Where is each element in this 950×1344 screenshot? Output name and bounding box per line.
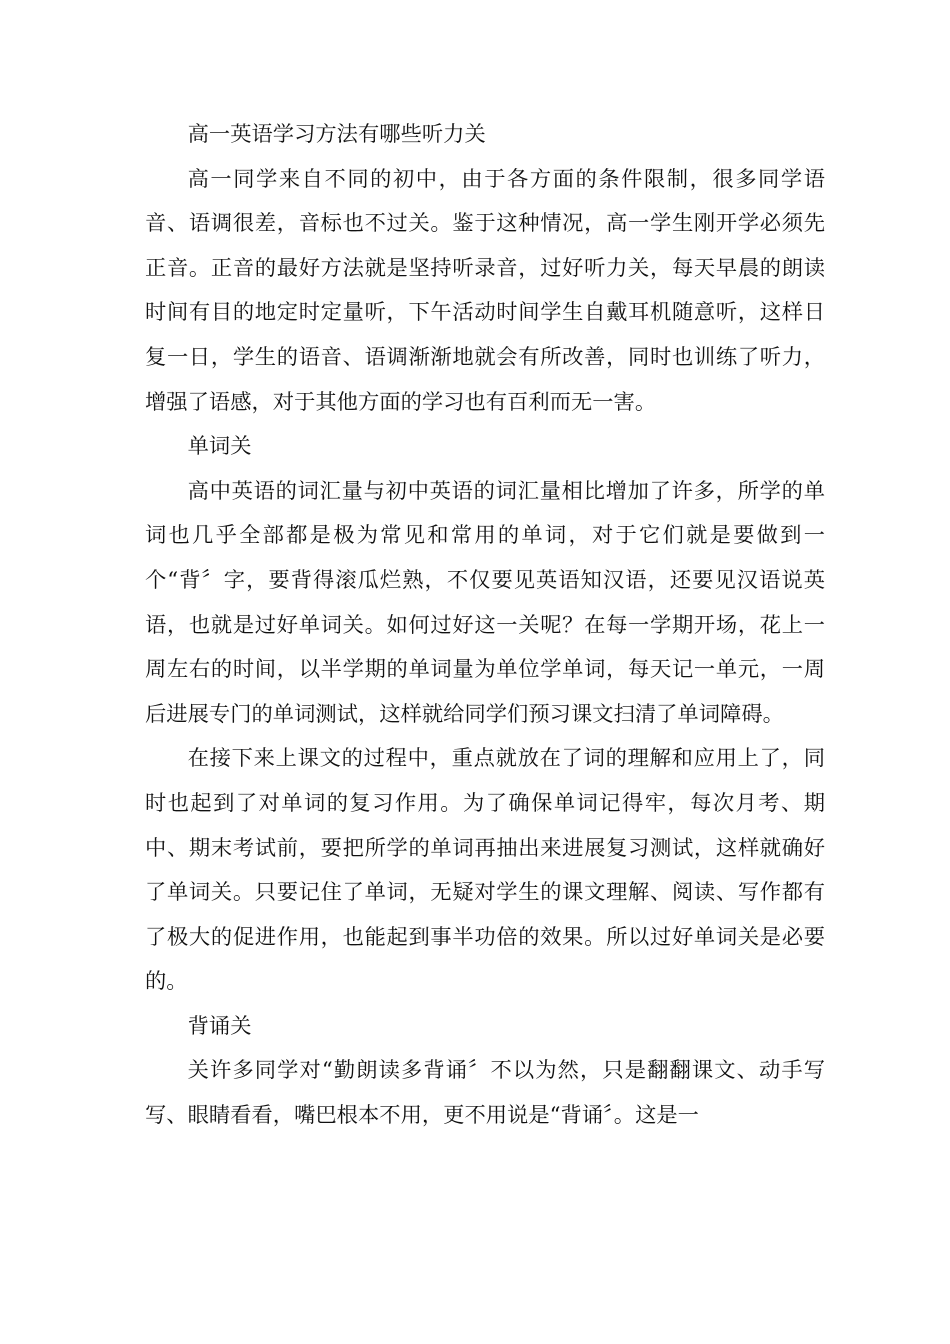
document-heading: 高一英语学习方法有哪些听力关 [187, 122, 486, 147]
paragraph-listening-intro: 高一同学来自不同的初中，由于各方面的条件限制，很多同学语音、语调很差，音标也不过关。鉴于这种情况，高一学生刚开学必须先正音。正音的最好方法就是坚持听录音，过好听力关，每天早晨的朗读时间有目的地定时定量听，下午活动时间学生自戴耳机随意听，这样日复一日，学生的语音、语调渐渐地就会有所改善，同时也训练了听力，增强了语感，对于其他方面的学习也有百利而无一害。 [145, 166, 825, 415]
paragraph-recitation: 关许多同学对“勤朗读多背诵〞不以为然，只是翻翻课文、动手写写、眼睛看看，嘴巴根本不用，更不用说是“背诵〞。这是一 [145, 1058, 825, 1129]
paragraph-vocabulary-1: 高中英语的词汇量与初中英语的词汇量相比增加了许多，所学的单词也几乎全部都是极为常见和常用的单词，对于它们就是要做到一个“背〞字，要背得滚瓜烂熟，不仅要见英语知汉语，还要见汉语说英语，也就是过好单词关。如何过好这一关呢？在每一学期开场，花上一周左右的时间，以半学期的单词量为单位学单词，每天记一单元，一周后进展专门的单词测试，这样就给同学们预习课文扫清了单词障碍。 [145, 478, 825, 727]
section-heading-recitation: 背诵关 [187, 1013, 252, 1039]
paragraph-vocabulary-2: 在接下来上课文的过程中，重点就放在了词的理解和应用上了，同时也起到了对单词的复习作用。为了确保单词记得牢，每次月考、期中、期末考试前，要把所学的单词再抽出来进展复习测试，这样就确好了单词关。只要记住了单词，无疑对学生的课文理解、阅读、写作都有了极大的促进作用，也能起到事半功倍的效果。所以过好单词关是必要的。 [145, 746, 825, 995]
section-heading-vocabulary: 单词关 [187, 434, 252, 460]
document-body [145, 113, 825, 1139]
